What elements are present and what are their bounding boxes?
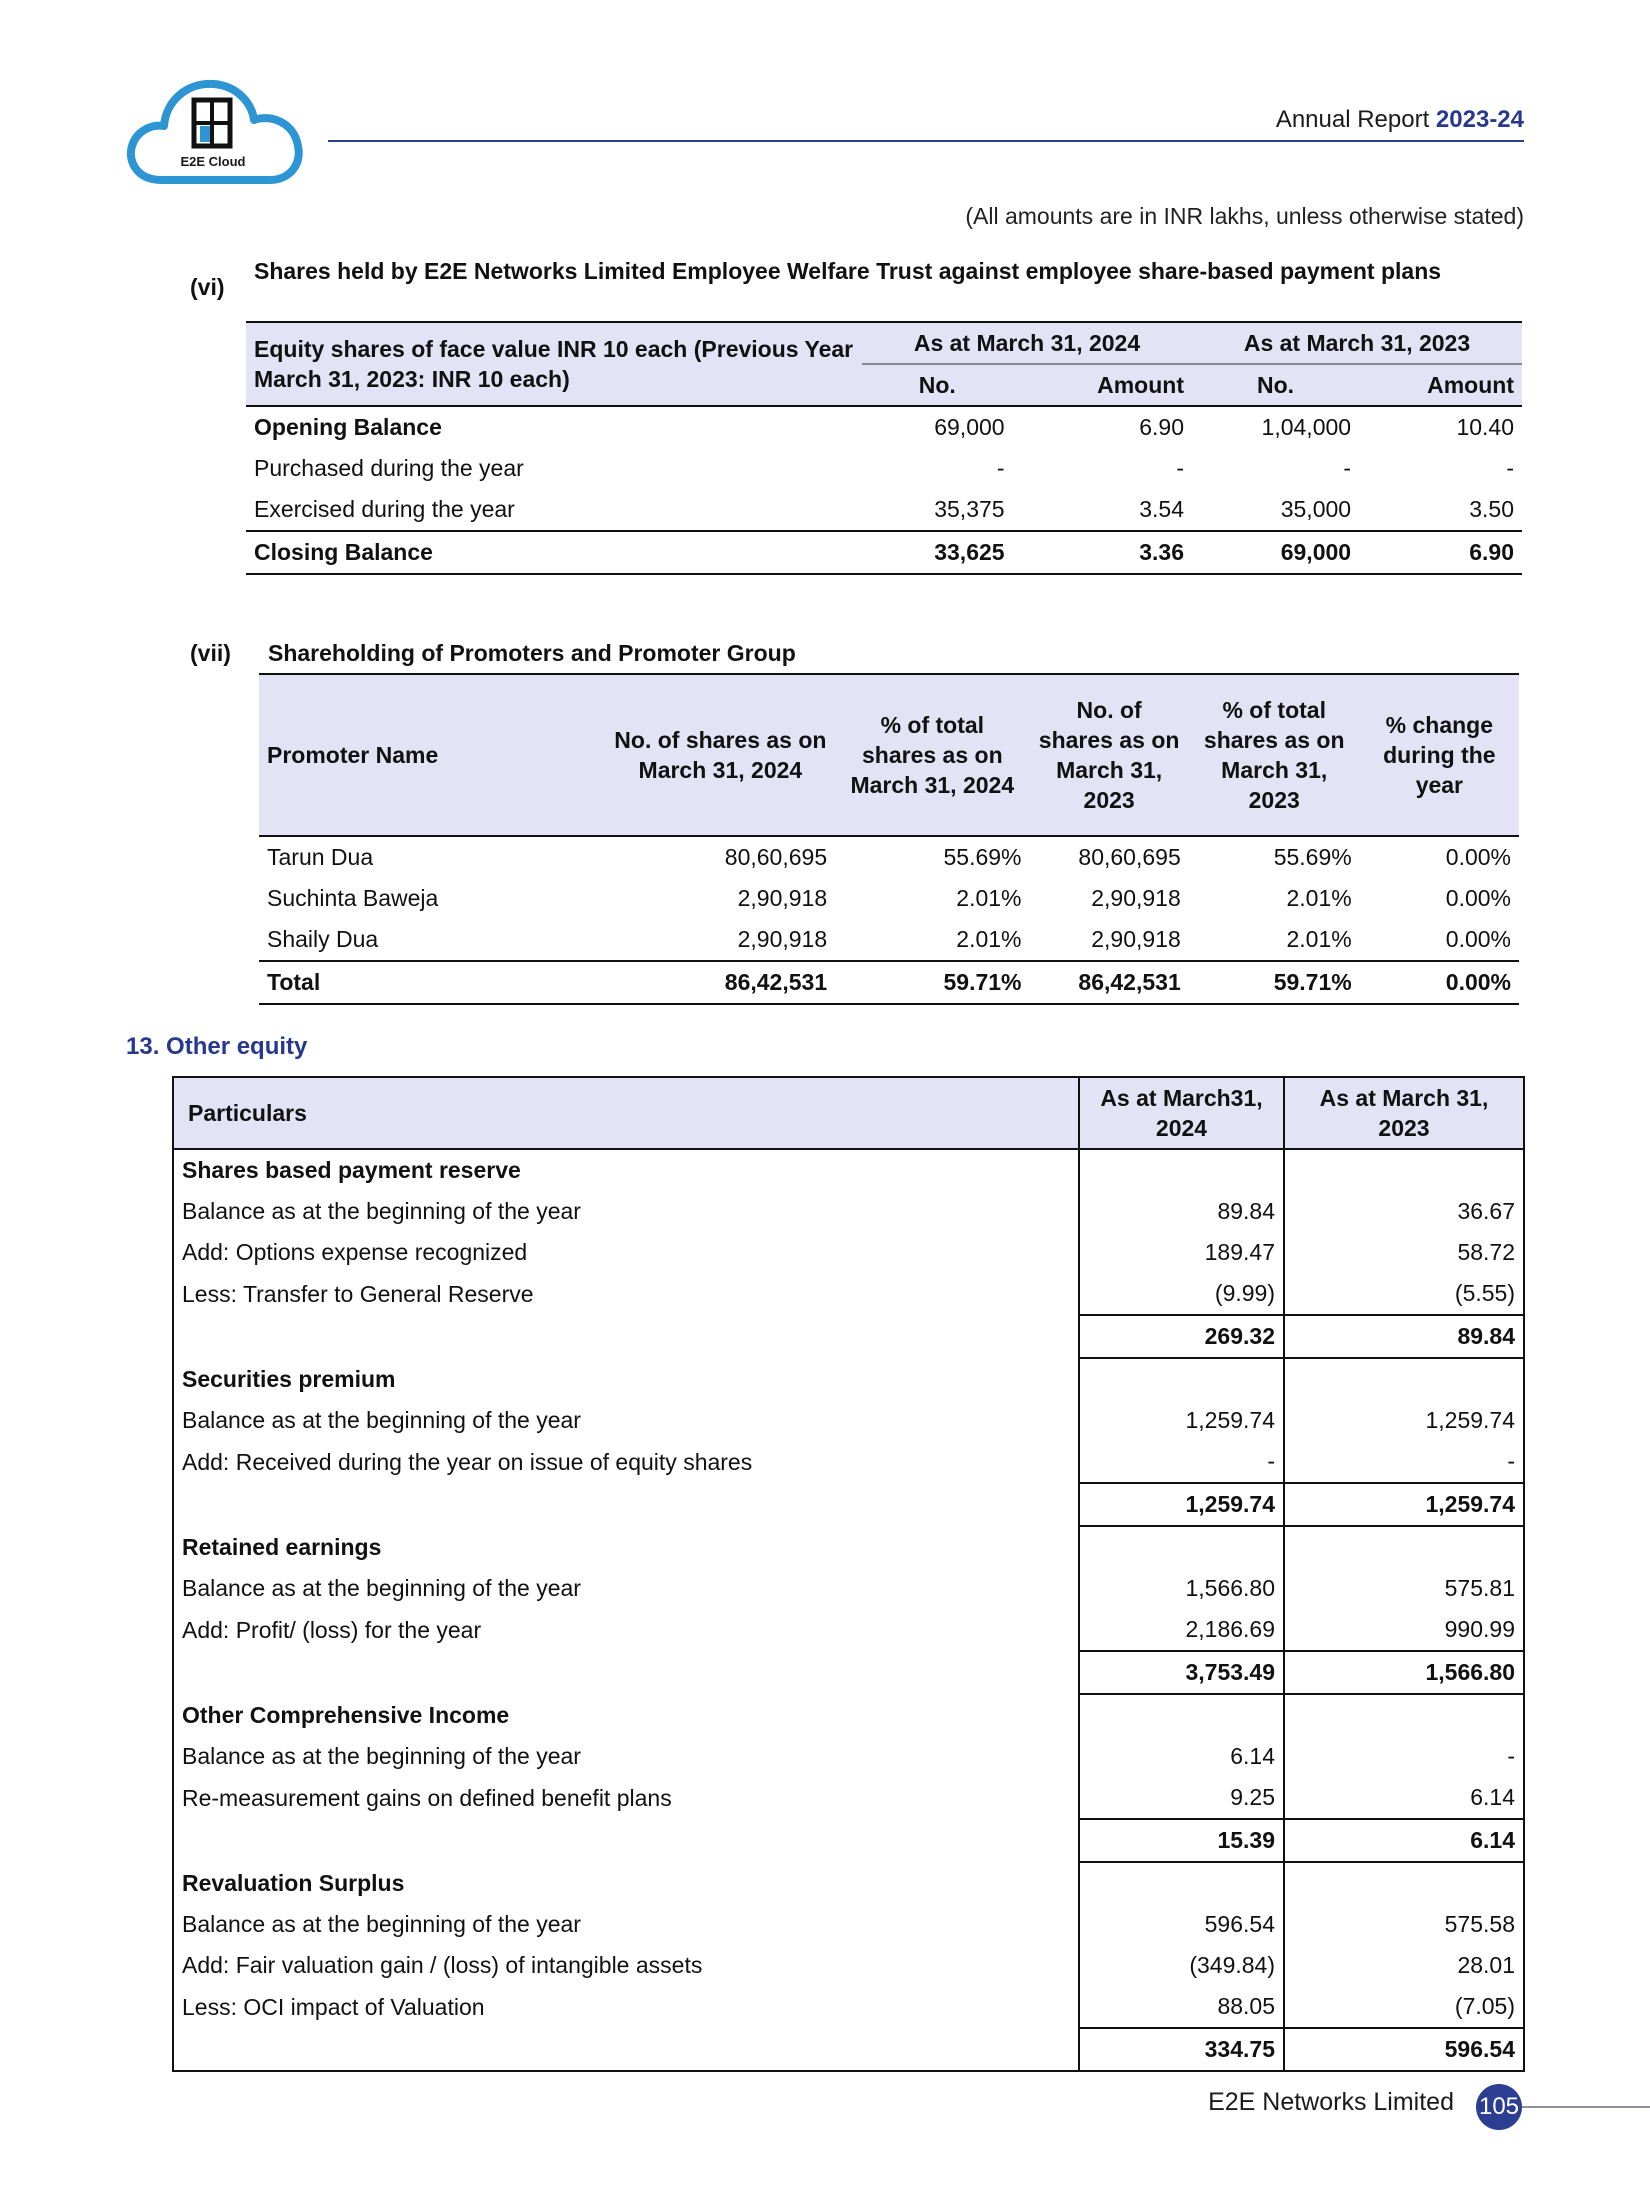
- promoter-name: Tarun Dua: [267, 844, 374, 870]
- cell-value: 0.00%: [1445, 844, 1511, 870]
- table-row: [173, 1945, 1524, 1986]
- total-value: 334.75: [1079, 2028, 1284, 2071]
- cell-value: -: [1343, 455, 1352, 481]
- row-label: Add: Received during the year on issue of equity shares: [182, 1448, 753, 1475]
- table-row: [259, 836, 1519, 878]
- footer-divider: [1522, 2106, 1650, 2108]
- cell-value: 35,375: [934, 496, 1005, 522]
- table-row: [173, 1273, 1524, 1315]
- table-row: [173, 1400, 1524, 1441]
- cell-value: 2.01%: [1286, 885, 1352, 911]
- empty-cell: [1079, 1694, 1284, 1736]
- vii-header-change: % change during the year: [1383, 712, 1496, 798]
- cell-value: 9.25: [1079, 1777, 1284, 1819]
- table-row: [173, 1986, 1524, 2028]
- empty-cell: [1079, 1358, 1284, 1400]
- row-label: Exercised during the year: [254, 496, 515, 522]
- welfare-trust-shares-table: [246, 321, 1522, 575]
- cell-value: -: [1506, 455, 1514, 481]
- empty-cell: [173, 1651, 1079, 1694]
- group-title: Revaluation Surplus: [182, 1869, 405, 1896]
- row-label: Re-measurement gains on defined benefit plans: [182, 1784, 672, 1811]
- vii-header-pct-2024: % of total shares as on March 31, 2024: [850, 712, 1015, 798]
- cell-value: -: [1284, 1441, 1524, 1483]
- table-row: [259, 878, 1519, 919]
- group-title: Other Comprehensive Income: [182, 1701, 510, 1728]
- vi-col-amount-2023: Amount: [1427, 371, 1514, 398]
- empty-cell: [1284, 1358, 1524, 1400]
- cell-value: 6.14: [1284, 1777, 1524, 1819]
- cell-value: -: [996, 455, 1005, 481]
- header-divider: [328, 140, 1524, 142]
- table-row: [173, 1904, 1524, 1945]
- group-total-row: [173, 1483, 1524, 1526]
- vii-header-pct-2023: % of total shares as on March 31, 2023: [1203, 697, 1345, 813]
- table-row: [173, 1736, 1524, 1777]
- cell-value: 2.01%: [956, 926, 1022, 952]
- cell-value: 80,60,695: [724, 844, 828, 870]
- cell-value: 69,000: [934, 414, 1005, 440]
- cell-value: 6.90: [1139, 414, 1184, 440]
- empty-cell: [173, 1483, 1079, 1526]
- cell-value: 0.00%: [1445, 969, 1511, 995]
- cell-value: 89.84: [1079, 1191, 1284, 1232]
- cell-value: 6.90: [1469, 539, 1514, 565]
- cell-value: 59.71%: [1273, 969, 1352, 995]
- cell-value: 1,259.74: [1284, 1400, 1524, 1441]
- cell-value: -: [1176, 455, 1184, 481]
- cell-value: 2,90,918: [737, 885, 828, 911]
- group-title-row: [173, 1149, 1524, 1191]
- table-row: [246, 489, 1522, 531]
- total-value: 1,259.74: [1079, 1483, 1284, 1526]
- row-label: Balance as at the beginning of the year: [182, 1198, 581, 1224]
- cell-value: 6.14: [1079, 1736, 1284, 1777]
- row-label: Balance as at the beginning of the year: [182, 1743, 581, 1769]
- group-title-row: [173, 1358, 1524, 1400]
- cell-value: 58.72: [1284, 1232, 1524, 1273]
- cell-value: 596.54: [1079, 1904, 1284, 1945]
- cell-value: 2.01%: [956, 885, 1022, 911]
- cell-value: 1,566.80: [1079, 1568, 1284, 1609]
- row-label: Balance as at the beginning of the year: [182, 1575, 581, 1601]
- cell-value: 2,186.69: [1079, 1609, 1284, 1651]
- table-row: [173, 1609, 1524, 1651]
- cell-value: 59.71%: [943, 969, 1022, 995]
- cell-value: 86,42,531: [724, 969, 828, 995]
- empty-cell: [1284, 1149, 1524, 1191]
- promoter-name: Total: [267, 969, 321, 995]
- section-vii-number: (vii): [190, 640, 231, 666]
- amount-note: (All amounts are in INR lakhs, unless otherwise stated): [965, 203, 1524, 229]
- cell-value: 990.99: [1284, 1609, 1524, 1651]
- page-number: 105: [1476, 2084, 1522, 2130]
- cell-value: 55.69%: [1273, 844, 1352, 870]
- cell-value: 3.54: [1139, 496, 1184, 522]
- promoter-shareholding-table: [259, 673, 1519, 1005]
- empty-cell: [173, 1315, 1079, 1358]
- cell-value: 575.81: [1284, 1568, 1524, 1609]
- cell-value: 10.40: [1456, 414, 1514, 440]
- cell-value: 36.67: [1284, 1191, 1524, 1232]
- group-title: Securities premium: [182, 1365, 396, 1392]
- empty-cell: [173, 2028, 1079, 2071]
- report-title-prefix: Annual Report: [1275, 106, 1430, 133]
- row-label: Add: Profit/ (loss) for the year: [182, 1616, 482, 1643]
- cell-value: (7.05): [1284, 1986, 1524, 2028]
- footer-company: E2E Networks Limited: [1208, 2088, 1454, 2116]
- empty-cell: [1284, 1526, 1524, 1568]
- report-title: [1276, 106, 1524, 134]
- cell-value: 2,90,918: [737, 926, 828, 952]
- cell-value: 2,90,918: [1091, 885, 1181, 911]
- cell-value: 3.36: [1139, 539, 1184, 565]
- vi-col-no-2024: No.: [918, 371, 956, 398]
- cell-value: 86,42,531: [1078, 969, 1181, 995]
- total-value: 15.39: [1079, 1819, 1284, 1862]
- cell-value: 33,625: [934, 539, 1005, 565]
- empty-cell: [1079, 1862, 1284, 1904]
- table-row: [173, 1191, 1524, 1232]
- section-vi-title: Shares held by E2E Networks Limited Employee Welfare Trust against employee share-based payment plans: [254, 258, 1442, 284]
- table-row: [173, 1777, 1524, 1819]
- table-row: [259, 919, 1519, 961]
- cell-value: (349.84): [1079, 1945, 1284, 1986]
- other-equity-body: [173, 1149, 1524, 2071]
- empty-cell: [1284, 1694, 1524, 1736]
- group-total-row: [173, 1315, 1524, 1358]
- row-label: Balance as at the beginning of the year: [182, 1407, 581, 1433]
- header-particulars: Particulars: [188, 1099, 307, 1126]
- group-title: Shares based payment reserve: [182, 1157, 521, 1183]
- total-value: 89.84: [1284, 1315, 1524, 1358]
- empty-cell: [173, 1819, 1079, 1862]
- total-value: 269.32: [1079, 1315, 1284, 1358]
- cell-value: 1,259.74: [1079, 1400, 1284, 1441]
- cell-value: 80,60,695: [1078, 844, 1181, 870]
- group-title-row: [173, 1862, 1524, 1904]
- vi-header-label: Equity shares of face value INR 10 each (Previous Year March 31, 2023: INR 10 each): [246, 322, 862, 406]
- cell-value: 189.47: [1079, 1232, 1284, 1273]
- cell-value: 1,04,000: [1261, 414, 1352, 440]
- total-value: 6.14: [1284, 1819, 1524, 1862]
- group-total-row: [173, 1819, 1524, 1862]
- cell-value: -: [1284, 1736, 1524, 1777]
- section-13-title: 13. Other equity: [126, 1033, 308, 1060]
- table-row: [246, 448, 1522, 489]
- cell-value: 88.05: [1079, 1986, 1284, 2028]
- row-label: Purchased during the year: [254, 455, 524, 481]
- group-title-row: [173, 1526, 1524, 1568]
- vii-header-name: Promoter Name: [267, 741, 439, 768]
- cell-value: 3.50: [1469, 496, 1514, 522]
- row-label: Opening Balance: [254, 414, 442, 440]
- vi-col-amount-2024: Amount: [1097, 371, 1184, 398]
- table-row-total: [259, 961, 1519, 1004]
- cell-value: 2,90,918: [1091, 926, 1181, 952]
- cell-value: (9.99): [1079, 1273, 1284, 1315]
- row-label: Add: Fair valuation gain / (loss) of intangible assets: [182, 1952, 703, 1978]
- vi-col-no-2023: No.: [1257, 371, 1295, 398]
- row-label: Less: Transfer to General Reserve: [182, 1280, 534, 1307]
- cell-value: 69,000: [1280, 539, 1352, 565]
- header-col-2024: As at March31, 2024: [1079, 1077, 1284, 1149]
- vii-header-shares-2023: No. of shares as on March 31, 2023: [1038, 697, 1180, 813]
- promoter-name: Shaily Dua: [267, 926, 379, 952]
- cell-value: 2.01%: [1286, 926, 1352, 952]
- cell-value: 28.01: [1284, 1945, 1524, 1986]
- vi-period-2023: As at March 31, 2023: [1192, 322, 1522, 364]
- table-row: [173, 1232, 1524, 1273]
- vii-header-shares-2024: No. of shares as on March 31, 2024: [614, 727, 827, 783]
- cell-value: 0.00%: [1445, 885, 1511, 911]
- cell-value: 0.00%: [1445, 926, 1511, 952]
- table-row-total: [246, 531, 1522, 574]
- table-row: [173, 1568, 1524, 1609]
- cell-value: 55.69%: [943, 844, 1022, 870]
- report-year: 2023-24: [1435, 106, 1524, 133]
- logo-text: E2E Cloud: [180, 154, 246, 169]
- total-value: 3,753.49: [1079, 1651, 1284, 1694]
- row-label: Closing Balance: [254, 539, 433, 565]
- cell-value: 35,000: [1280, 496, 1352, 522]
- header-col-2023: As at March 31, 2023: [1284, 1077, 1524, 1149]
- cell-value: (5.55): [1284, 1273, 1524, 1315]
- cell-value: 575.58: [1284, 1904, 1524, 1945]
- row-label: Balance as at the beginning of the year: [182, 1911, 581, 1937]
- vi-period-2024: As at March 31, 2024: [862, 322, 1192, 364]
- group-total-row: [173, 2028, 1524, 2071]
- total-value: 1,566.80: [1284, 1651, 1524, 1694]
- group-title: Retained earnings: [182, 1533, 382, 1560]
- cell-value: -: [1079, 1441, 1284, 1483]
- section-vii-title: Shareholding of Promoters and Promoter Group: [268, 640, 796, 666]
- total-value: 1,259.74: [1284, 1483, 1524, 1526]
- row-label: Add: Options expense recognized: [182, 1239, 528, 1265]
- table-row: [246, 406, 1522, 448]
- total-value: 596.54: [1284, 2028, 1524, 2071]
- group-total-row: [173, 1651, 1524, 1694]
- empty-cell: [1284, 1862, 1524, 1904]
- row-label: Less: OCI impact of Valuation: [182, 1993, 485, 2020]
- group-title-row: [173, 1694, 1524, 1736]
- table-row: [173, 1441, 1524, 1483]
- empty-cell: [1079, 1526, 1284, 1568]
- section-vi-number: (vi): [190, 274, 225, 300]
- empty-cell: [1079, 1149, 1284, 1191]
- other-equity-table: [172, 1076, 1525, 2072]
- promoter-name: Suchinta Baweja: [267, 885, 439, 911]
